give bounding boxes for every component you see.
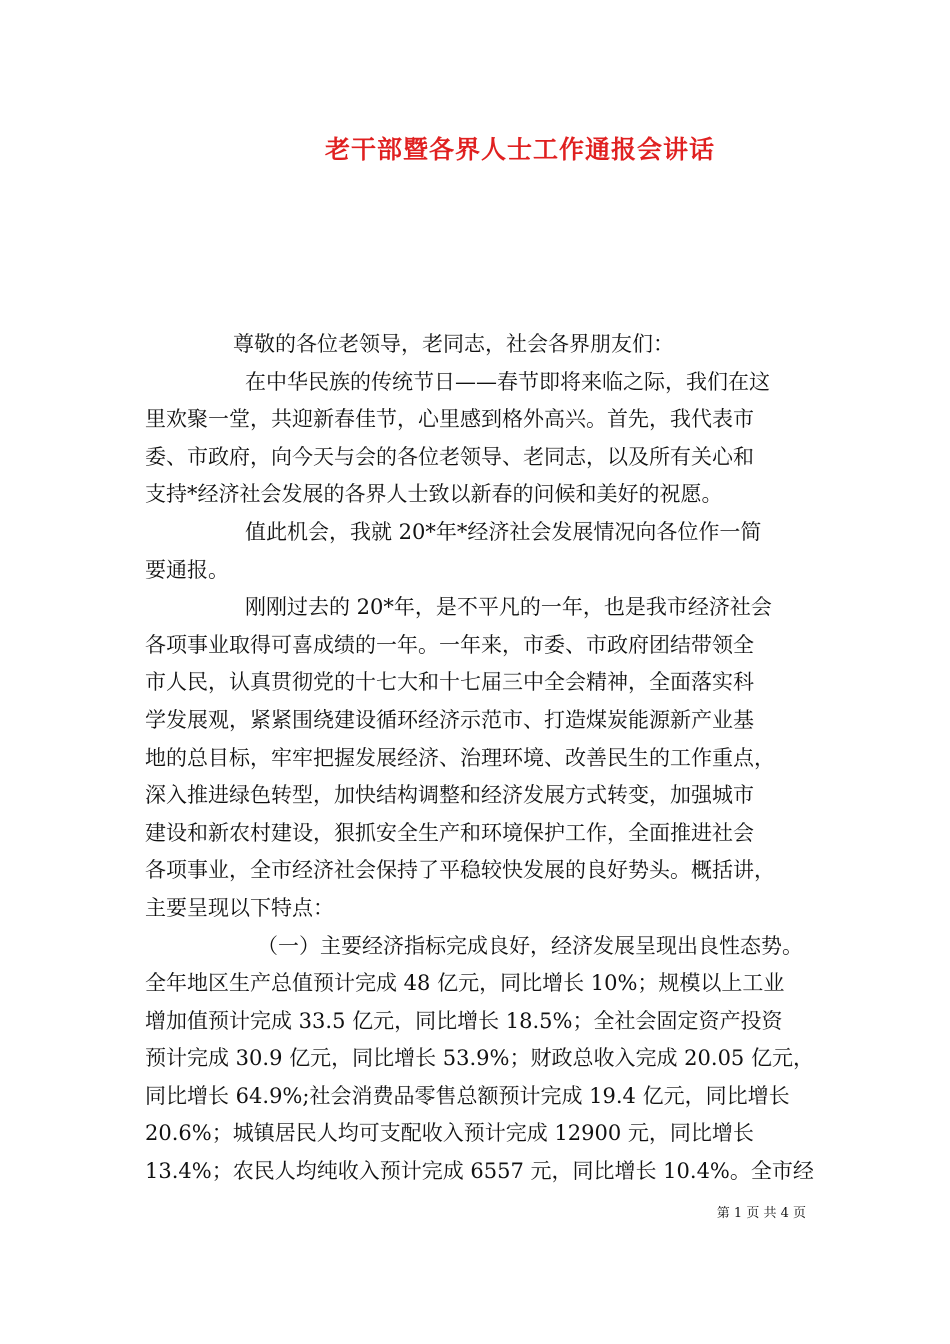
paragraph-line: 支持*经济社会发展的各界人士致以新春的问候和美好的祝愿。: [145, 482, 723, 507]
paragraph-line: 各项事业取得可喜成绩的一年。一年来，市委、市政府团结带领全: [145, 632, 754, 657]
paragraph-line: 预计完成 30.9 亿元，同比增长 53.9%；财政总收入完成 20.05 亿元，: [145, 1046, 814, 1071]
paragraph-line: 13.4%；农民人均纯收入预计完成 6557 元，同比增长 10.4%。全市经: [145, 1159, 814, 1184]
paragraph-line: 里欢聚一堂，共迎新春佳节，心里感到格外高兴。首先，我代表市: [145, 407, 754, 432]
page-number: 第 1 页 共 4 页: [716, 1206, 806, 1221]
document-title: 老干部暨各界人士工作通报会讲话: [324, 135, 715, 164]
paragraph-line: 学发展观，紧紧围绕建设循环经济示范市、打造煤炭能源新产业基: [145, 707, 754, 732]
paragraph-line: 地的总目标，牢牢把握发展经济、治理环境、改善民生的工作重点，: [145, 745, 775, 770]
paragraph-line: 增加值预计完成 33.5 亿元，同比增长 18.5%；全社会固定资产投资: [145, 1008, 783, 1033]
paragraph-line: 委、市政府，向今天与会的各位老领导、老同志，以及所有关心和: [145, 444, 754, 469]
paragraph-line: 全年地区生产总值预计完成 48 亿元，同比增长 10%；规模以上工业: [145, 971, 785, 996]
paragraph-line: 20.6%；城镇居民人均可支配收入预计完成 12900 元，同比增长: [145, 1121, 754, 1146]
paragraph-line: 同比增长 64.9%;社会消费品零售总额预计完成 19.4 亿元，同比增长: [145, 1083, 790, 1108]
paragraph-line: 市人民，认真贯彻党的十七大和十七届三中全会精神，全面落实科: [145, 670, 754, 695]
paragraph-line: 刚刚过去的 20*年，是不平凡的一年，也是我市经济社会: [245, 595, 772, 620]
paragraph-line: 主要呈现以下特点：: [145, 895, 334, 920]
paragraph-line: 各项事业，全市经济社会保持了平稳较快发展的良好势头。概括讲，: [145, 858, 775, 883]
document-body: [145, 326, 825, 1191]
paragraph-line: 要通报。: [145, 557, 229, 582]
section-heading-line: （一）主要经济指标完成良好，经济发展呈现出良性态势。: [257, 933, 803, 958]
paragraph-line: 值此机会，我就 20*年*经济社会发展情况向各位作一简: [245, 519, 762, 544]
paragraph-line: 在中华民族的传统节日——春节即将来临之际，我们在这: [245, 369, 770, 394]
salutation: 尊敬的各位老领导，老同志，社会各界朋友们：: [233, 332, 674, 356]
paragraph-line: 深入推进绿色转型，加快结构调整和经济发展方式转变，加强城市: [145, 783, 754, 808]
paragraph-line: 建设和新农村建设，狠抓安全生产和环境保护工作，全面推进社会: [145, 820, 754, 845]
